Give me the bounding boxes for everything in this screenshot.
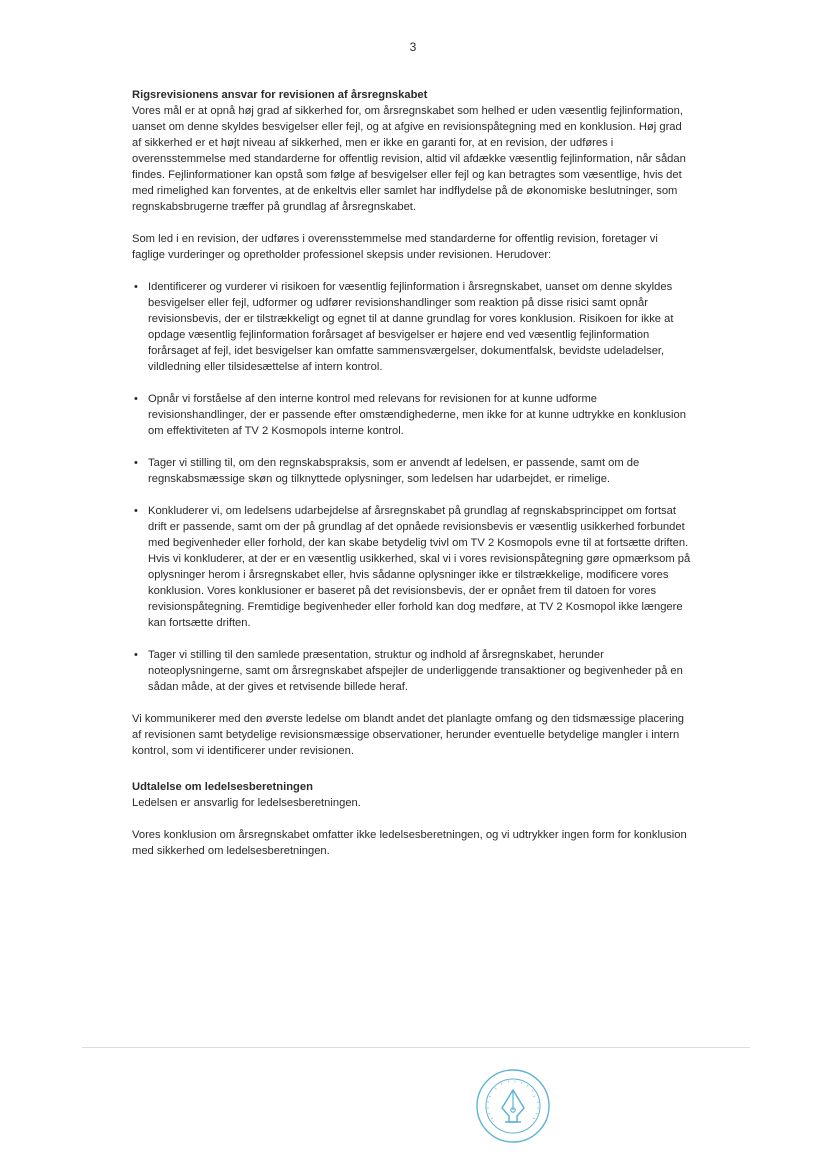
section-heading-auditor-responsibility: Rigsrevisionens ansvar for revisionen af årsregnskabet — [132, 89, 428, 101]
list-item: • Tager vi stilling til den samlede præsentation, struktur og indhold af årsregnskabet, herunder noteoplysningerne, samt om årsregnskabet afspejler de underliggende transaktioner og begivenheder på en sådan måde, at der gives et retvisende billede heraf. — [132, 647, 692, 695]
paragraph-audit-goal: Vores mål er at opnå høj grad af sikkerhed for, om årsregnskabet som helhed er uden væsentlig fejlinformation, uanset om denne skyldes besvigelser eller fejl, og at afgive en revisionspåtegning med en konklusion. Høj grad af sikkerhed er et højt niveau af sikkerhed, men er ikke en garanti for, at en revision, der udføres i overensstemmelse med standarderne for offentlig revision, altid vil afdække væsentlig fejlinformation, når sådan findes. Fejlinformationer kan opstå som følge af besvigelser eller fejl og kan betragtes som væsentlige, hvis det med rimelighed kan forventes, at de enkeltvis eller samlet har indflydelse på de økonomiske beslutninger, som regnskabsbrugerne træffer på grundlag af årsregnskabet. — [132, 105, 686, 213]
document-body — [132, 87, 692, 859]
paragraph-management-conclusion: Vores konklusion om årsregnskabet omfatter ikke ledelsesberetningen, og vi udtrykker ingen form for konklusion med sikkerhed om ledelsesberetningen. — [132, 829, 687, 857]
list-item: • Identificerer og vurderer vi risikoen for væsentlig fejlinformation i årsregnskabet, uanset om denne skyldes besvigelser eller fejl, udformer og udfører revisionshandlinger som reaktion på disse risici samt opnår revisionsbevis, der er tilstrækkeligt og egnet til at danne grundlag for vores konklusion. Risikoen for ikke at opdage væsentlig fejlinformation forårsaget af besvigelser er højere end ved væsentlig fejlinformation forårsaget af fejl, idet besvigelser kan omfatte sammensværgelser, dokumentfalsk, bevidste udeladelser, vildledning eller tilsidesættelse af intern kontrol. — [132, 279, 692, 375]
section-heading-management-report: Udtalelse om ledelsesberetningen — [132, 781, 313, 793]
list-item: • Opnår vi forståelse af den interne kontrol med relevans for revisionen for at kunne udforme revisionshandlinger, der er passende efter omstændighederne, men ikke for at kunne udtrykke en konklusion om effektiviteten af TV 2 Kosmopols interne kontrol. — [132, 391, 692, 439]
paragraph-communication: Vi kommunikerer med den øverste ledelse om blandt andet det planlagte omfang og den tidsmæssige placering af revisionen samt betydelige revisionsmæssige observationer, herunder eventuelle betydelige mangler i intern kontrol, som vi identificerer under revisionen. — [132, 713, 685, 757]
audit-bullet-list — [132, 279, 692, 695]
list-item: • Konkluderer vi, om ledelsens udarbejdelse af årsregnskabet på grundlag af regnskabsprincippet om fortsat drift er passende, samt om der på grundlag af det opnåede revisionsbevis er væsentlig usikkerhed forbundet med begivenheder eller forhold, der kan skabe betydelig tvivl om TV 2 Kosmopols evne til at fortsætte driften. Hvis vi konkluderer, at der er en væsentlig usikkerhed, skal vi i vores revisionspåtegning gøre opmærksom på oplysninger herom i årsregnskabet eller, hvis sådanne oplysninger ikke er tilstrækkelige, modificere vores konklusion. Vores konklusioner er baseret på det revisionsbevis, der er opnået frem til datoen for vores revisionspåtegning. Fremtidige begivenheder eller forhold kan dog medføre, at TV 2 Kosmopol ikke længere kan fortsætte driften. — [132, 503, 692, 631]
paragraph-management-responsibility: Ledelsen er ansvarlig for ledelsesberetningen. — [132, 797, 361, 809]
page-number: 3 — [409, 40, 417, 54]
list-item: • Tager vi stilling til, om den regnskabspraksis, som er anvendt af ledelsen, er passende, samt om de regnskabsmæssige skøn og tilknyttede oplysninger, som ledelsen har udarbejdet, er rimelige. — [132, 455, 692, 487]
pen-nib-seal-icon — [475, 1068, 551, 1144]
paragraph-audit-scope: Som led i en revision, der udføres i overensstemmelse med standarderne for offentlig revision, foretager vi faglige vurderinger og opretholder professionel skepsis under revisionen. Herudover: — [132, 233, 658, 261]
footer-divider — [82, 1047, 750, 1048]
